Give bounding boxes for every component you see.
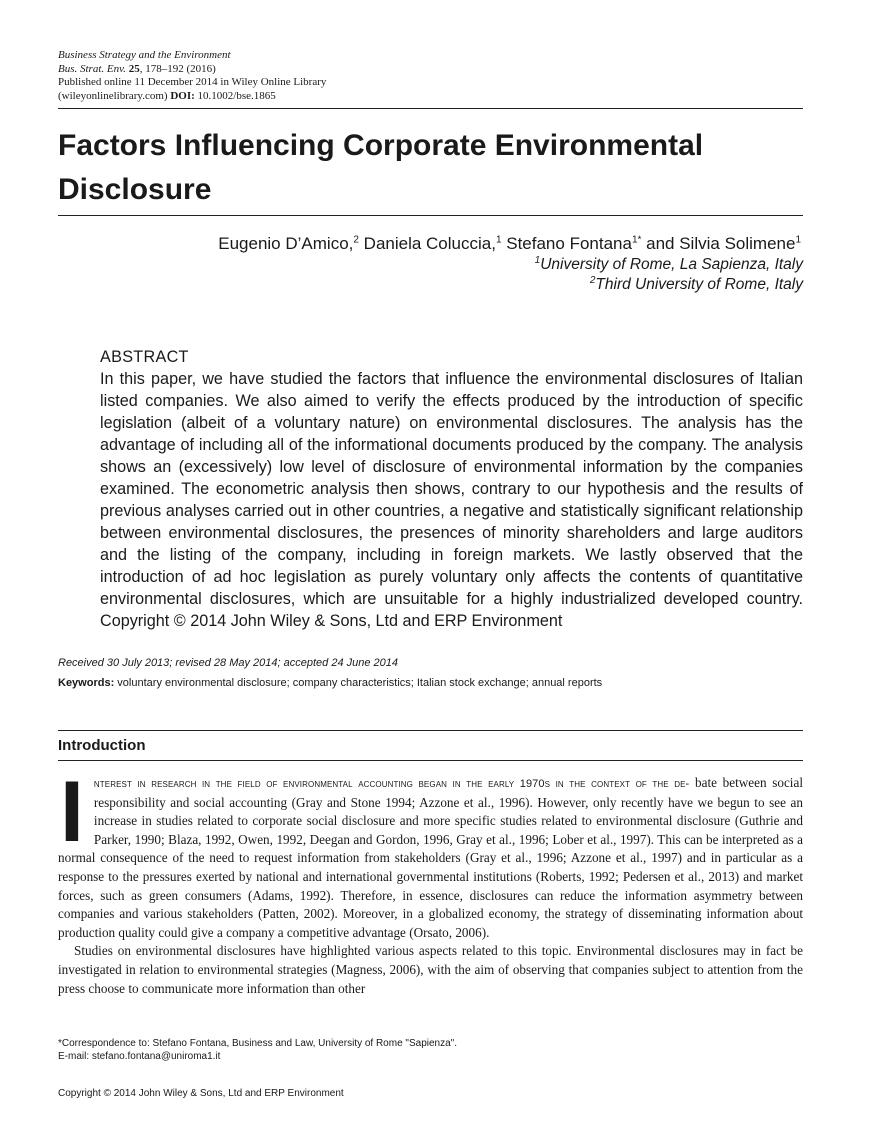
page-copyright: Copyright © 2014 John Wiley & Sons, Ltd and ERP Environment: [58, 1088, 344, 1099]
citation-prefix: Bus. Strat. Env.: [58, 62, 126, 75]
affiliation-1: [58, 255, 803, 275]
intro-top-rule: [58, 730, 803, 731]
intro-lead-caps: nterest in research in the field of environmental accounting began in the early 1970s in the context of the de-: [93, 778, 690, 790]
correspondence-email: E-mail: stefano.fontana@uniroma1.it: [58, 1051, 221, 1062]
author-list: [58, 233, 803, 255]
affiliation-2-text: Third University of Rome, Italy: [595, 276, 803, 293]
article-history: Received 30 July 2013; revised 28 May 2014; accepted 24 June 2014: [58, 657, 399, 669]
author-solimene-affil: 1: [795, 234, 801, 246]
intro-paragraph-1: [58, 764, 803, 942]
author-fontana: Stefano Fontana: [501, 234, 632, 253]
abstract-heading: ABSTRACT: [100, 348, 189, 366]
journal-header: [58, 49, 803, 103]
correspondence-line: *Correspondence to: Stefano Fontana, Business and Law, University of Rome "Sapienza".: [58, 1038, 457, 1049]
intro-paragraph-1-text: bate between social responsibility and social accounting (Gray and Stone 1994; Azzone et al., 1996). However, only recently have we begun to see an increase in studies related to corporate social disclosure and more specific studies related to environmental disclosure (Guthrie and Parker, 1990; Blaza, 1992, Owen, 1992, Deegan and Gordon, 1996, Gray et al., 1996; Lober et al., 1997). This can be interpreted as a normal consequence of the need to request information from stakeholders (Gray et al., 1996; Azzone et al., 1997) and in particular as a response to the pressures exerted by national and international governmental institutions (Roberts, 1992; Pedersen et al., 2013) and market forces, such as green consumers (Adams, 1992). Therefore, in essence, disclosures can reduce the information asymmetry between companies and various stakeholders (Patten, 2002). Moreover, in a globalized economy, the strategy of disseminating information about production quality could give a company a competitive advantage (Orsato, 2006).: [58, 775, 803, 940]
citation-volume: 25: [128, 62, 140, 75]
journal-citation: [58, 63, 803, 77]
introduction-body: [58, 764, 803, 998]
title-line-1: Factors Influencing Corporate Environmental: [58, 129, 704, 162]
abstract-text: In this paper, we have studied the factors that influence the environmental disclosures of Italian listed companies. We also aimed to verify the effects produced by the introduction of specific legislation (albeit of a voluntary nature) on environmental disclosures. The analysis has the advantage of including all of the informational documents produced by the company. The analysis shows an (excessively) low level of disclosure of environmental information by the companies examined. The econometric analysis then shows, contrary to our hypothesis and the results of previous analyses carried out in other countries, a negative and statistically significant relationship between environmental disclosures, the presences of minority shareholders and large auditors and the listing of the company, including in foreign markets. We lastly observed that the introduction of ad hoc legislation as purely voluntary only affects the contents of quantitative environmental disclosures, which are unsuitable for a highly industrialized developed country. Copyright © 2014 John Wiley & Sons, Ltd and ERP Environment: [100, 370, 803, 630]
journal-name: Business Strategy and the Environment: [58, 49, 231, 61]
title-rule: [58, 215, 803, 216]
header-rule: [58, 108, 803, 109]
author-damico-affil: 2: [353, 234, 359, 246]
article-title: [58, 124, 803, 212]
introduction-heading: Introduction: [58, 737, 146, 754]
author-coluccia-affil: 1: [495, 234, 502, 246]
drop-cap: I: [60, 764, 84, 860]
affiliation-2-mark: 2: [589, 274, 596, 286]
author-block: [58, 233, 803, 295]
title-line-2: Disclosure: [58, 173, 212, 206]
affiliation-1-text: University of Rome, La Sapienza, Italy: [540, 256, 803, 273]
author-coluccia: Daniela Coluccia,: [358, 234, 496, 253]
intro-bottom-rule: [58, 760, 803, 761]
affiliation-2: [58, 275, 803, 295]
abstract-section: [100, 346, 803, 632]
author-solimene: and Silvia Solimene: [641, 234, 796, 253]
published-line: Published online 11 December 2014 in Wiley Online Library: [58, 76, 327, 88]
keywords-text: voluntary environmental disclosure; company characteristics; Italian stock exchange; annual reports: [114, 677, 603, 689]
keywords-line: [58, 676, 803, 690]
author-damico: Eugenio D’Amico,: [218, 234, 354, 253]
library-site: (wileyonlinelibrary.com): [58, 89, 168, 102]
citation-pages: , 178–192 (2016): [139, 62, 216, 75]
keywords-label: Keywords:: [58, 677, 115, 689]
doi-label: DOI:: [170, 89, 195, 102]
doi-line: [58, 90, 803, 104]
correspondence-footnote: [58, 1037, 803, 1063]
author-fontana-affil: 1*: [631, 234, 642, 246]
doi-value: 10.1002/bse.1865: [197, 89, 276, 102]
affiliation-1-mark: 1: [534, 254, 541, 266]
intro-paragraph-2: Studies on environmental disclosures have highlighted various aspects related to this topic. Environmental disclosures may in fact be investigated in relation to environmental strategies (Magness, 2006), with the aim of observing that companies subject to attention from the press choose to communicate more information than other: [58, 943, 803, 996]
